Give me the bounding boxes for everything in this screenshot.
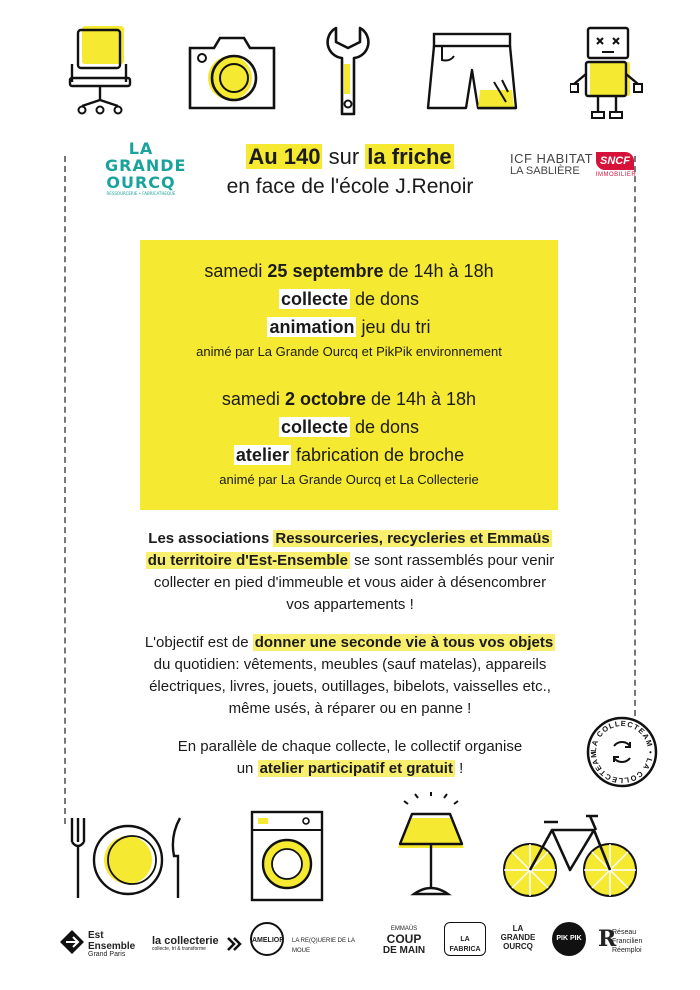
lamp-icon	[388, 792, 474, 904]
p1-highlight1: Ressourceries, recycleries et Emmaüs	[275, 530, 550, 547]
p1-line1	[100, 528, 600, 550]
reseau-line3: Réemploi	[612, 947, 642, 954]
paragraph-associations	[100, 528, 600, 616]
camera-icon	[182, 32, 282, 114]
collecterie-sub: collecte, tri & transforme	[152, 946, 206, 952]
event2-line2	[140, 416, 558, 438]
est-ensemble-name: Est Ensemble	[88, 930, 136, 952]
event2-line3-rest: fabrication de broche	[290, 445, 465, 465]
wrench-icon	[326, 24, 370, 120]
washing-machine-icon	[246, 808, 328, 906]
p2-line1	[100, 632, 600, 654]
requinquerie-name: LA RE(Q)UERIE DE LA MOUE	[292, 938, 355, 954]
logo-line2: GRANDE	[105, 156, 187, 175]
sncf-sub: IMMOBILIER	[595, 172, 637, 178]
p2-line2: du quotidien: vêtements, meubles (sauf matelas), appareils	[153, 656, 547, 673]
amelior-name: AMELIOR	[252, 937, 285, 944]
event2-credit: animé par La Grande Ourcq et La Collecterie	[219, 472, 479, 487]
emmaus-top: EMMAÜS	[390, 926, 418, 932]
header	[60, 132, 640, 212]
event1-line2	[140, 288, 558, 310]
requinquerie-logo	[292, 936, 372, 956]
badge-text: LA COLLECTEAM • LA COLLECTEAM	[588, 718, 656, 786]
event1-date: 25 septembre	[267, 261, 384, 281]
p1-lead: Les associations	[148, 530, 274, 547]
p1-line3: collecter en pied d'immeuble et vous aider à désencombrer	[153, 574, 547, 591]
robot-icon	[570, 22, 646, 122]
event1-line2-bold: collecte	[280, 289, 348, 309]
event1-credit: animé par La Grande Ourcq et PikPik environnement	[196, 344, 502, 359]
sncf-badge: SNCF	[596, 152, 634, 170]
paragraph-atelier	[100, 736, 600, 780]
logo-tagline: RESSOURCERIE • FABRICATHEQUE	[106, 191, 176, 196]
la-collecterie-logo	[152, 936, 232, 953]
gro-small-3: OURCQ	[503, 942, 533, 951]
p3-line1: En parallèle de chaque collecte, le collectif organise	[177, 738, 523, 755]
pikpik-name: PIK PIK	[556, 935, 582, 942]
emmaus-coup-de-main-logo	[376, 924, 432, 956]
reseau-line1: Réseau	[612, 929, 637, 936]
arrows-icon	[226, 936, 242, 954]
event2-day: samedi	[221, 389, 285, 409]
p2-lead: L'objectif est de	[144, 634, 253, 651]
p1-highlight2: du territoire d'Est-Ensemble	[147, 552, 348, 569]
event2-line2-bold: collecte	[280, 417, 348, 437]
la-fabrica-logo	[444, 922, 486, 956]
p3-line2	[100, 758, 600, 780]
event2-time: de 14h à 18h	[365, 389, 477, 409]
pikpik-logo	[552, 922, 586, 956]
event1-line3	[140, 316, 558, 338]
paragraph-objectif	[100, 632, 600, 720]
reseau-r-icon: R	[598, 926, 617, 952]
events-box	[140, 240, 558, 510]
event1-line2-rest: de dons	[349, 289, 420, 309]
reseau-line2: Francilien	[612, 938, 643, 945]
p1-line4: vos appartements !	[286, 596, 414, 613]
partner-logos	[60, 922, 643, 972]
gro-small-2: GRANDE	[500, 933, 536, 942]
est-ensemble-icon	[60, 930, 84, 954]
icf-name: ICF HABITAT	[510, 151, 594, 166]
bicycle-icon	[500, 808, 640, 904]
la-grande-ourcq-small-logo	[498, 924, 538, 951]
p2-line4: même usés, à réparer ou en panne !	[228, 700, 472, 717]
event2-date-line	[140, 388, 558, 410]
title-place: la friche	[367, 144, 452, 169]
icf-sub: LA SABLIÈRE	[510, 165, 580, 177]
icf-habitat-logo	[510, 152, 593, 178]
plate-cutlery-icon	[66, 812, 192, 902]
event1-date-line	[140, 260, 558, 282]
p3-highlight: atelier participatif et gratuit	[259, 760, 453, 777]
collecterie-name: la collecterie	[152, 935, 219, 947]
event1-time: de 14h à 18h	[383, 261, 494, 281]
event2-date: 2 octobre	[284, 389, 366, 409]
reseau-text	[612, 928, 642, 955]
p1-line2	[100, 550, 600, 572]
shorts-icon	[424, 30, 520, 114]
gro-small-1: LA	[512, 924, 524, 933]
p2-line3: électriques, livres, jouets, outillages, bibelots, vaisselles etc.,	[149, 678, 551, 695]
est-ensemble-sub: Grand Paris	[88, 951, 126, 958]
p3-lead: un	[236, 760, 258, 777]
event2-line3	[140, 444, 558, 466]
collecteam-badge	[586, 716, 658, 788]
amelior-logo	[250, 922, 284, 956]
event1-day: samedi	[204, 261, 268, 281]
p2-highlight: donner une seconde vie à tous vos objets	[254, 634, 554, 651]
logo-line3: OURCQ	[106, 173, 176, 192]
emmaus-main2: DE MAIN	[382, 945, 426, 956]
fabrica-name: LA FABRICA	[449, 936, 481, 953]
p3-end: !	[454, 760, 464, 777]
left-dashed-border	[64, 156, 66, 824]
title-connector: sur	[328, 144, 360, 169]
p1-rest: se sont rassemblés pour venir	[350, 552, 555, 569]
title-address: Au 140	[248, 144, 321, 169]
sncf-immobilier-logo	[590, 152, 642, 186]
logo-line1: LA	[128, 139, 154, 158]
event2-line2-rest: de dons	[349, 417, 420, 437]
event1-line3-rest: jeu du tri	[356, 317, 431, 337]
event1-line3-bold: animation	[269, 317, 355, 337]
right-dashed-border	[634, 156, 636, 716]
page-subtitle: en face de l'école J.Renoir	[226, 175, 474, 198]
emmaus-main1: COUP	[386, 932, 422, 946]
office-chair-icon	[68, 22, 138, 118]
event2-line3-bold: atelier	[235, 445, 289, 465]
